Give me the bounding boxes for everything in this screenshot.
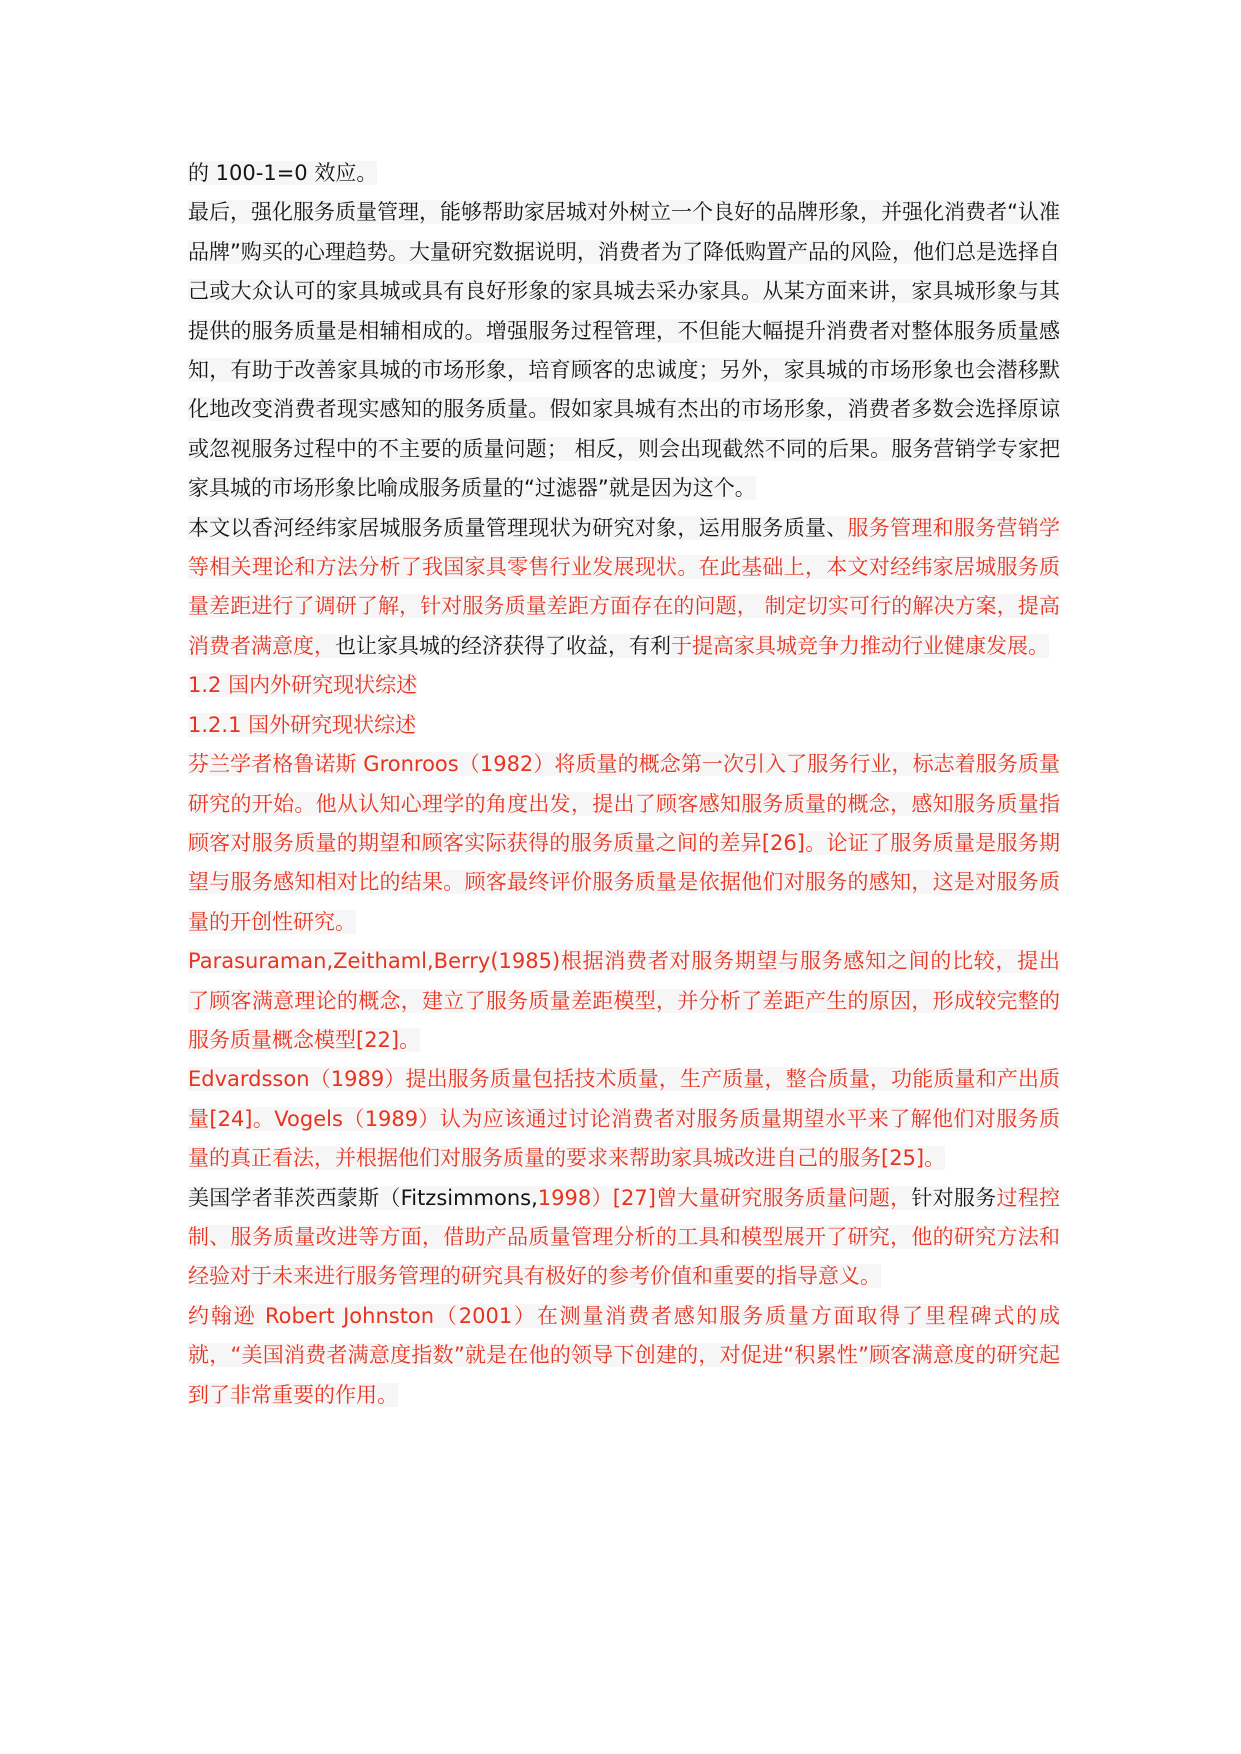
paragraph: [188, 1179, 1060, 1297]
red-text-run: 芬兰学者格鲁诺斯 Gronroos（1982）将质量的概念第一次引入了服务行业，标志着服务质量研究的开始。他从认知心理学的角度出发，提出了顾客感知服务质量的概念，感知服务质量指顾客对服务质量的期望和顾客实际获得的服务质量之间的差异[26]。论证了服务质量是服务期望与服务感知相对比的结果。顾客最终评价服务质量是依据他们对服务的感知，这是对服务质量的开创性研究。: [188, 752, 1060, 934]
paragraph-highlight: [188, 161, 377, 185]
text-run: 的 100-1=0 效应。: [188, 161, 378, 185]
text-run: 本文以香河经纬家居城服务质量管理现状为研究对象，运用服务质量、: [188, 515, 848, 540]
red-text-run: Edvardsson（1989）提出服务质量包括技术质量，生产质量，整合质量，功能质量和产出质量[24]。Vogels（1989）认为应该通过讨论消费者对服务质量期望水平来了解他们对服务质量的真正看法，并根据他们对服务质量的要求来帮助家具城改进自己的服务[25]。: [188, 1067, 1060, 1171]
paragraph-highlight: [188, 1067, 1060, 1170]
text-run: 美国学者菲茨西蒙斯（Fitzsimmons,: [188, 1185, 538, 1210]
text-run: 最后，强化服务质量管理，能够帮助家居城对外树立一个良好的品牌形象，并强化消费者“认准品牌”购买的心理趋势。大量研究数据说明，消费者为了降低购置产品的风险，他们总是选择自己或大众认可的家具城或具有良好形象的家具城去采办家具。从某方面来讲，家具城形象与其提供的服务质量是相辅相成的。增强服务过程管理，不但能大幅提升消费者对整体服务质量感知，有助于改善家具城的市场形象，培育顾客的忠诚度；另外，家具城的市场形象也会潜移默化地改变消费者现实感知的服务质量。假如家具城有杰出的市场形象，消费者多数会选择原谅或忽视服务过程中的不主要的质量问题； 相反，则会出现截然不同的后果。服务营销学专家把家具城的市场形象比喻成服务质量的“过滤器”就是因为这个。: [188, 200, 1060, 501]
paragraph: [188, 1297, 1060, 1415]
paragraph: [188, 509, 1060, 667]
paragraph: [188, 154, 1060, 193]
paragraph-highlight: [188, 200, 1060, 500]
section-heading: [188, 706, 1060, 745]
document-body: [188, 154, 1060, 1415]
section-heading: [188, 666, 1060, 705]
red-text-run: 约翰逊 Robert Johnston（2001）在测量消费者感知服务质量方面取得了里程碑式的成就，“美国消费者满意度指数”就是在他的领导下创建的，对促进“积累性”顾客满意度的研究起到了非常重要的作用。: [188, 1303, 1060, 1407]
paragraph-highlight: [188, 713, 416, 737]
paragraph-highlight: [188, 1304, 1060, 1407]
paragraph: [188, 942, 1060, 1060]
red-text-run: 于提高家具城竞争力推动行业健康发展。: [671, 633, 1049, 658]
red-text-run: 1.2.1 国外研究现状综述: [188, 712, 417, 737]
paragraph-highlight: [188, 949, 1060, 1052]
red-text-run: 服务管理和服务营销学等相关理论和方法分析了我国家具零售行业发展现状。在此基础上，本文对经纬家居城服务质量差距进行了调研了解，针对服务质量差距方面存在的问题， 制定切实可行的解决方案，提高消费者满意度，: [188, 515, 1061, 658]
paragraph-highlight: [188, 516, 1060, 658]
paragraph: [188, 193, 1060, 508]
red-text-run: 1998）[27]曾大量研究服务质量问题，: [537, 1185, 912, 1210]
text-run: 也让家具城的经济获得了收益，有利: [335, 633, 671, 658]
paragraph: [188, 745, 1060, 942]
red-text-run: 过程控制、服务质量改进等方面，借助产品质量管理分析的工具和模型展开了研究，他的研究方法和经验对于未来进行服务管理的研究具有极好的参考价值和重要的指导意义。: [188, 1185, 1061, 1289]
red-text-run: Parasuraman,Zeithaml,Berry(1985)根据消费者对服务期望与服务感知之间的比较，提出了顾客满意理论的概念，建立了服务质量差距模型，并分析了差距产生的原因，形成较完整的服务质量概念模型[22]。: [188, 949, 1060, 1052]
paragraph-highlight: [188, 752, 1060, 934]
paragraph: [188, 1060, 1060, 1178]
paragraph-highlight: [188, 673, 417, 697]
text-run: 针对服务: [911, 1185, 997, 1210]
paragraph-highlight: [188, 1186, 1060, 1289]
red-text-run: 1.2 国内外研究现状综述: [188, 673, 418, 698]
